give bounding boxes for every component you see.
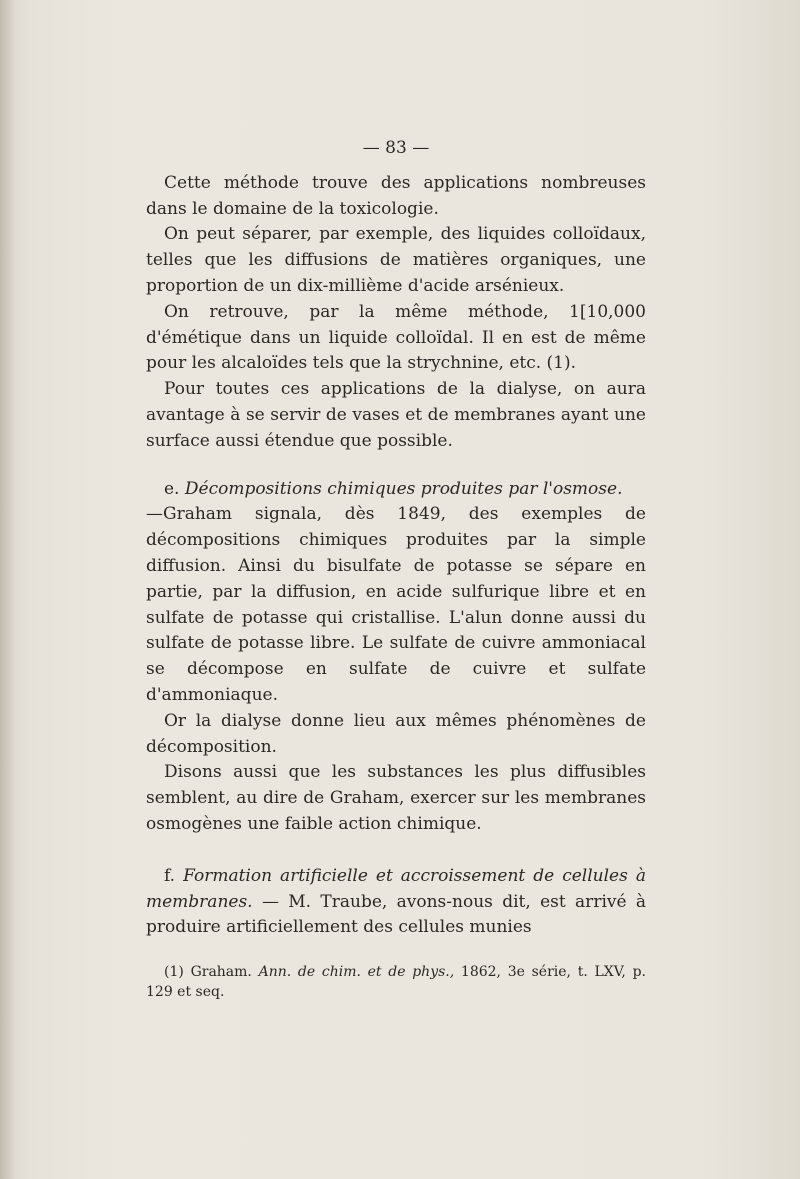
paragraph-dialysis-phenomena: Or la dialyse donne lieu aux mêmes phénomènes de décomposition. — [146, 710, 646, 757]
page-number: — 83 — — [362, 138, 430, 158]
section-e-heading — [146, 477, 646, 503]
section-f-paragraph — [146, 864, 646, 941]
footnote-journal: Ann. de chim. et de phys., — [258, 964, 455, 981]
section-f-title: Formation artificielle et accroissement de cellules à membranes. — [146, 865, 646, 912]
paragraph-traube: — M. Traube, avons-nous dit, est arrivé à produire artificiellement des cellules munies — [146, 891, 647, 938]
paragraph-osmogenic-membranes: Disons aussi que les substances les plus diffusibles semblent, au dire de Graham, exercer sur les membranes osmogènes une faible action chimique. — [146, 762, 646, 834]
footnote-marker: (1) — [164, 964, 184, 981]
paragraph-colloids: On peut séparer, par exemple, des liquides colloïdaux, telles que les diffusions de matières organiques, une proportion de un dix-millième d'acide arsénieux. — [146, 224, 646, 296]
footnote-author: Graham. — [190, 964, 252, 981]
section-f-label: f. — [164, 865, 176, 886]
section-e-label: e. — [164, 478, 180, 499]
paragraph-graham-decompositions: —Graham signala, dès 1849, des exemples de décompositions chimiques produites par la simple diffusion. Ainsi du bisulfate de potasse se sépare en partie, par la diffusion, en acide sulfurique libre et en sulfate de potasse qui cristallise. L'alun donne aussi du sulfate de potasse libre. Le sulfate de cuivre ammoniacal se décompose en sulfate de cuivre et sulfate d'ammoniaque. — [146, 504, 646, 705]
footnote — [146, 962, 646, 1002]
paragraph-emetic: On retrouve, par la même méthode, 1[10,000 d'émétique dans un liquide colloïdal. Il en est de même pour les alcaloïdes tels que la strychnine, etc. (1). — [146, 301, 646, 374]
binding-gutter — [0, 0, 14, 1179]
section-e-title: Décompositions chimiques produites par l'osmose. — [184, 478, 623, 499]
paragraph-dialysis-vessels: Pour toutes ces applications de la dialyse, on aura avantage à se servir de vases et de membranes ayant une surface aussi étendue que possible. — [146, 379, 646, 451]
text-block — [146, 136, 646, 1002]
footnote-details: 1862, 3e série, t. LXV, p. 129 et seq. — [146, 964, 647, 1001]
paragraph-toxicology: Cette méthode trouve des applications nombreuses dans le domaine de la toxicologie. — [146, 172, 646, 219]
